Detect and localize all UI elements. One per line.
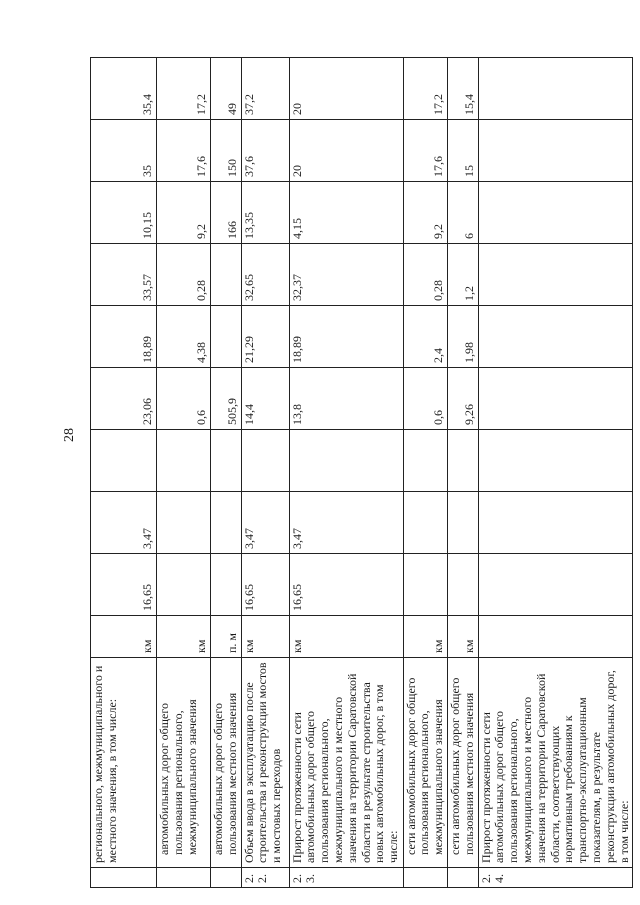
- row-unit: км: [157, 616, 211, 658]
- row-number: [157, 868, 211, 888]
- value-cell: 13,35: [241, 182, 289, 244]
- table-row: [241, 58, 289, 888]
- value-cell: 20: [289, 58, 403, 120]
- value-cell: 32,37: [289, 244, 403, 306]
- value-cell: [157, 554, 211, 616]
- value-cell: 0,28: [403, 244, 447, 306]
- value-cell: [403, 554, 447, 616]
- row-name: Прирост протяженности сети автомобильных дорог общего пользования регионального, межмуниципального и местного значения на территории Саратовской области в результате строительства новых автомобильных дорог, в том числе:: [289, 658, 403, 868]
- value-cell: 10,15: [91, 182, 157, 244]
- value-cell: [289, 430, 403, 492]
- value-cell: [211, 244, 242, 306]
- value-cell: 4,15: [289, 182, 403, 244]
- value-cell: [478, 430, 633, 492]
- value-cell: 18,89: [289, 306, 403, 368]
- row-unit: п. м: [211, 616, 242, 658]
- value-cell: 17,6: [157, 120, 211, 182]
- value-cell: 0,6: [157, 368, 211, 430]
- value-cell: 35,4: [91, 58, 157, 120]
- value-cell: [447, 430, 478, 492]
- table-row: [403, 58, 447, 888]
- value-cell: 9,26: [447, 368, 478, 430]
- indicators-table: [90, 57, 633, 888]
- value-cell: 13,8: [289, 368, 403, 430]
- row-number: [91, 868, 157, 888]
- value-cell: [157, 430, 211, 492]
- rotated-table-container: [90, 58, 631, 888]
- value-cell: 16,65: [289, 554, 403, 616]
- row-name: автомобильных дорог общего пользования регионального, межмуниципального значения: [157, 658, 211, 868]
- row-unit: [478, 616, 633, 658]
- value-cell: 0,6: [403, 368, 447, 430]
- row-unit: км: [289, 616, 403, 658]
- table-row: [447, 58, 478, 888]
- value-cell: 18,89: [91, 306, 157, 368]
- table-row: [289, 58, 403, 888]
- value-cell: 15,4: [447, 58, 478, 120]
- value-cell: 23,06: [91, 368, 157, 430]
- value-cell: 4,38: [157, 306, 211, 368]
- value-cell: [211, 430, 242, 492]
- row-number: 2.4.: [478, 868, 633, 888]
- value-cell: [447, 492, 478, 554]
- value-cell: 35: [91, 120, 157, 182]
- value-cell: [478, 306, 633, 368]
- value-cell: [211, 492, 242, 554]
- value-cell: 3,47: [289, 492, 403, 554]
- row-number: 2.3.: [289, 868, 403, 888]
- value-cell: 1,2: [447, 244, 478, 306]
- row-unit: км: [91, 616, 157, 658]
- value-cell: 2,4: [403, 306, 447, 368]
- row-unit: км: [403, 616, 447, 658]
- value-cell: 37,6: [241, 120, 289, 182]
- value-cell: 0,28: [157, 244, 211, 306]
- table-row: [211, 58, 242, 888]
- value-cell: 3,47: [91, 492, 157, 554]
- value-cell: 21,29: [241, 306, 289, 368]
- value-cell: 6: [447, 182, 478, 244]
- value-cell: 17,6: [403, 120, 447, 182]
- row-name: сети автомобильных дорог общего пользования местного значения: [447, 658, 478, 868]
- value-cell: 16,65: [241, 554, 289, 616]
- value-cell: 37,2: [241, 58, 289, 120]
- row-name: регионального, межмуниципального и местного значения, в том числе:: [91, 658, 157, 868]
- value-cell: 20: [289, 120, 403, 182]
- value-cell: [403, 492, 447, 554]
- page-number: 28: [62, 428, 77, 442]
- value-cell: [478, 58, 633, 120]
- value-cell: [91, 430, 157, 492]
- value-cell: 166: [211, 182, 242, 244]
- table-row: [91, 58, 157, 888]
- value-cell: [478, 120, 633, 182]
- value-cell: 33,57: [91, 244, 157, 306]
- value-cell: 17,2: [157, 58, 211, 120]
- value-cell: [157, 492, 211, 554]
- value-cell: 150: [211, 120, 242, 182]
- value-cell: 32,65: [241, 244, 289, 306]
- row-unit: км: [241, 616, 289, 658]
- value-cell: [478, 492, 633, 554]
- value-cell: [478, 554, 633, 616]
- value-cell: 505,9: [211, 368, 242, 430]
- table-row: [157, 58, 211, 888]
- value-cell: [478, 368, 633, 430]
- value-cell: 9,2: [403, 182, 447, 244]
- value-cell: 1,98: [447, 306, 478, 368]
- value-cell: 3,47: [241, 492, 289, 554]
- row-name: автомобильных дорог общего пользования местного значения: [211, 658, 242, 868]
- value-cell: 49: [211, 58, 242, 120]
- row-number: [447, 868, 478, 888]
- table-row: [478, 58, 633, 888]
- row-unit: км: [447, 616, 478, 658]
- value-cell: [478, 182, 633, 244]
- value-cell: 9,2: [157, 182, 211, 244]
- row-name: сети автомобильных дорог общего пользования регионального, межмуниципального значения: [403, 658, 447, 868]
- value-cell: [447, 554, 478, 616]
- row-name: Прирост протяженности сети автомобильных дорог общего пользования регионального, межмуниципального и местного значения на территории Саратовской области, соответствующих нормативным требованиям к транспортно-эксплуатационным показателям, в результате реконструкции автомобильных дорог, в том числе:: [478, 658, 633, 868]
- row-number: 2.2.: [241, 868, 289, 888]
- row-number: [211, 868, 242, 888]
- value-cell: [403, 430, 447, 492]
- value-cell: [241, 430, 289, 492]
- row-number: [403, 868, 447, 888]
- row-name: Объем ввода в эксплуатацию после строительства и реконструкции мостов и мостовых переходов: [241, 658, 289, 868]
- value-cell: 16,65: [91, 554, 157, 616]
- value-cell: [211, 554, 242, 616]
- value-cell: 15: [447, 120, 478, 182]
- value-cell: [478, 244, 633, 306]
- value-cell: 14,4: [241, 368, 289, 430]
- value-cell: [211, 306, 242, 368]
- value-cell: 17,2: [403, 58, 447, 120]
